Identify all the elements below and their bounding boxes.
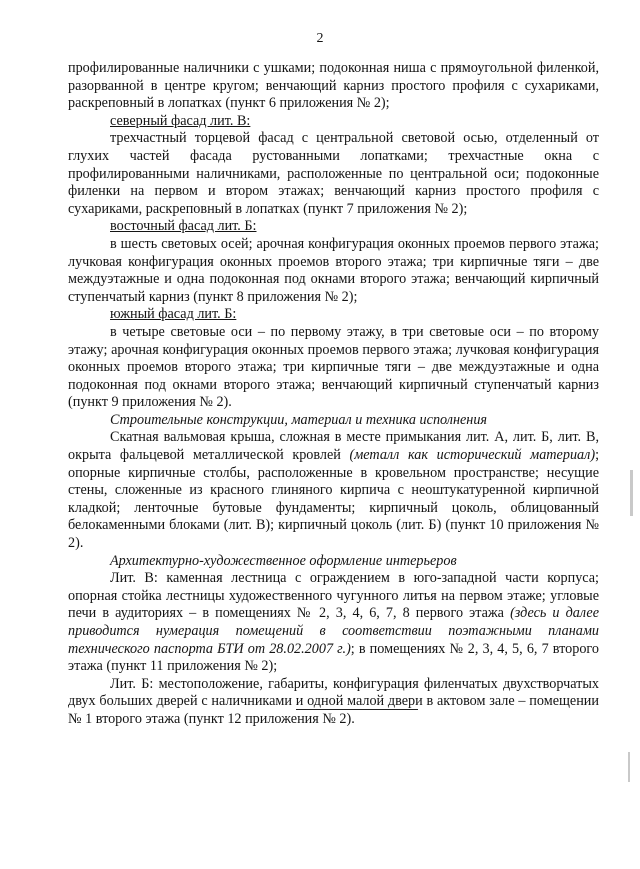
scan-edge-mark	[630, 470, 633, 516]
construction-text-start: Скатная вальмовая крыша, сложная в месте примыкания лит. А, лит. Б, лит. В, окрыта фальцевой металлической кровлей	[68, 429, 599, 464]
interiors-text-start: Лит. В: каменная лестница с ограждением в юго-западной части корпуса; опорная стойка лестницы художественного чугунного литья на первом этаже; угловые печи в аудиториях – в помещениях № 2, 3, 4, 6, 7, 8 первого этажа	[68, 570, 599, 622]
heading-south-facade: южный фасад лит. Б:	[110, 306, 237, 323]
interiors-numbering-note: (здесь и далее приводится нумерация помещений в соответствии поэтажными планами технического паспорта БТИ от 28.02.2007 г.)	[68, 605, 599, 657]
page-number: 2	[316, 31, 324, 46]
construction-text-end: ; опорные кирпичные столбы, расположенные в кровельном пространстве; несущие стены, сложенные из красного глиняного кирпича с неоштукатуренной кирпичной кладкой; ленточные бутовые фундаменты; кирпичный цоколь, облицованный белокаменными блоками (лит. В); кирпичный цоколь (лит. Б) (пункт 10 приложения № 2).	[68, 447, 600, 552]
heading-east-facade: восточный фасад лит. Б:	[110, 218, 257, 235]
paragraph-south-facade: в четыре световые оси – по первому этажу, в три световые оси – по второму этажу; арочная конфигурация оконных проемов первого этажа; лучковая конфигурация оконных проемов второго этажа; три кирпичные тяги – две междуэтажные и одна подоконная под окнами второго этажа; венчающий кирпичный ступенчатый карниз (пункт 9 приложения № 2).	[68, 323, 599, 411]
paragraph-main-facade-end: профилированные наличники с ушками; подоконная ниша с прямоугольной филенкой, разорванной в центре кругом; венчающий карниз простого профиля с сухариками, раскреповный в лопатках (пункт 6 приложения № 2);	[68, 60, 599, 112]
construction-note: (металл как исторический материал)	[349, 447, 596, 464]
paragraph-east-facade: в шесть световых осей; арочная конфигурация оконных проемов первого этажа; лучковая конфигурация оконных проемов второго этажа; три кирпичные тяги – две междуэтажные и одна подоконная под окнами второго этажа; венчающий кирпичный ступенчатый карниз (пункт 8 приложения № 2);	[68, 235, 599, 305]
interiors-text-end: ; в помещениях № 2, 3, 4, 5, 6, 7 второго этажа (пункт 11 приложения № 2);	[68, 640, 599, 675]
heading-interiors: Архитектурно-художественное оформление интерьеров	[110, 552, 457, 569]
heading-north-facade: северный фасад лит. В:	[110, 112, 251, 129]
document-body	[68, 60, 599, 729]
scan-edge-mark	[628, 752, 630, 782]
paragraph-construction	[68, 429, 599, 552]
paragraph-north-facade: трехчастный торцевой фасад с центральной световой осью, отделенный от глухих частей фасада рустованными лопатками; трехчастные окна с профилированными наличниками, расположенные по центральной оси; подоконные филенки на первом и втором этажах; венчающий карниз простого профиля с сухариками, раскреповный в лопатках (пункт 7 приложения № 2);	[68, 130, 599, 217]
heading-construction: Строительные конструкции, материал и техника исполнения	[110, 411, 488, 428]
paragraph-interiors-lit-b: Лит. Б: местоположение, габариты, конфигурация филенчатых двухстворчатых двух больших дверей с наличниками и одной малой двери в актовом зале – помещении № 1 второго этажа (пункт 12 приложения № 2).	[68, 675, 599, 727]
end-rule	[296, 709, 418, 710]
paragraph-interiors-lit-v	[68, 570, 599, 676]
